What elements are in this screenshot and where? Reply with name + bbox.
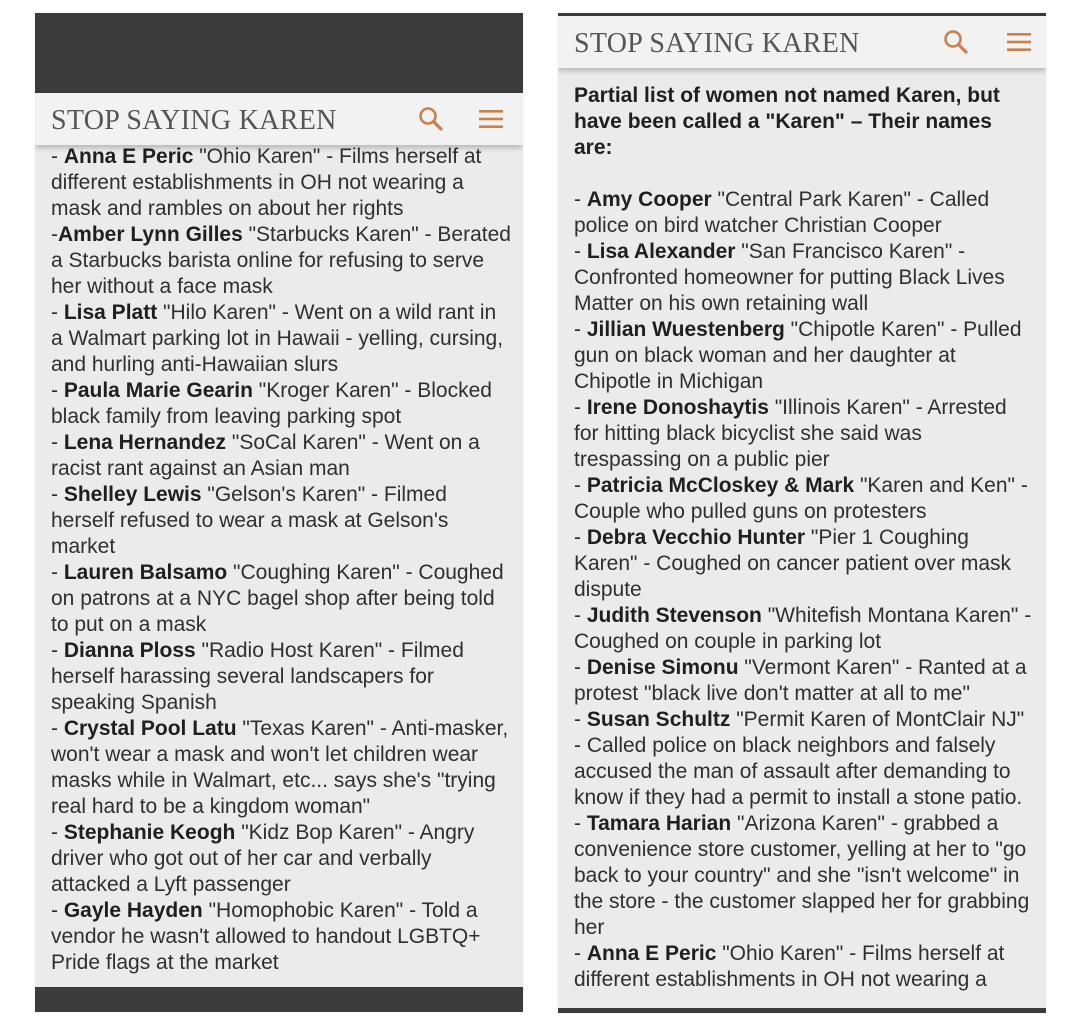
article-content bbox=[574, 83, 1034, 993]
list-item: - Lauren Balsamo "Coughing Karen" - Coughed on patrons at a NYC bagel shop after being told to put on a mask bbox=[51, 561, 504, 636]
navigation-bar-edge bbox=[558, 1008, 1046, 1013]
person-name: Lena Hernandez bbox=[63, 431, 227, 454]
person-name: Anna E Peric bbox=[586, 942, 717, 965]
list-item: -Amber Lynn Gilles "Starbucks Karen" - Berated a Starbucks barista online for refusing to serve her without a face mask bbox=[51, 223, 511, 298]
person-name: Tamara Harian bbox=[586, 812, 732, 835]
person-name: Denise Simonu bbox=[586, 656, 739, 679]
list-item: - Lena Hernandez "SoCal Karen" - Went on a racist rant against an Asian man bbox=[51, 431, 480, 480]
list-item: - Lisa Platt "Hilo Karen" - Went on a wild rant in a Walmart parking lot in Hawaii - yelling, cursing, and hurling anti-Hawaiian slurs bbox=[51, 301, 504, 376]
list-item: - Shelley Lewis "Gelson's Karen" - Filmed herself refused to wear a mask at Gelson's market bbox=[51, 483, 449, 558]
person-name: Crystal Pool Latu bbox=[63, 717, 237, 740]
search-button[interactable] bbox=[942, 28, 970, 56]
article-intro: Partial list of women not named Karen, but have been called a "Karen" – Their names are: bbox=[574, 84, 1000, 159]
list-item: - Lisa Alexander "San Francisco Karen" - Confronted homeowner for putting Black Lives Matter on his own retaining wall bbox=[574, 240, 1005, 315]
list-item: - Dianna Ploss "Radio Host Karen" - Filmed herself harassing several landscapers for speaking Spanish bbox=[51, 639, 464, 714]
left-screenshot-panel bbox=[35, 13, 523, 1012]
list-item: - Stephanie Keogh "Kidz Bop Karen" - Angry driver who got out of her car and verbally attacked a Lyft passenger bbox=[51, 821, 475, 896]
list-item: - Irene Donoshaytis "Illinois Karen" - Arrested for hitting black bicyclist she said was trespassing on a public pier bbox=[574, 396, 1007, 471]
person-name: Judith Stevenson bbox=[586, 604, 762, 627]
person-name: Dianna Ploss bbox=[63, 639, 196, 662]
list-item: - Tamara Harian "Arizona Karen" - grabbed a convenience store customer, yelling at her to "go back to your country" and she "isn't welcome" in the store - the customer slapped her for grabbing her bbox=[574, 812, 1030, 939]
list-item: - Susan Schultz "Permit Karen of MontClair NJ" - Called police on black neighbors and falsely accused the man of assault after demanding to know if they had a permit to install a stone patio. bbox=[574, 708, 1025, 809]
person-name: Amy Cooper bbox=[586, 188, 712, 211]
list-item: - Anna E Peric "Ohio Karen" - Films herself at different establishments in OH not wearing a bbox=[574, 942, 1005, 991]
person-name: Jillian Wuestenberg bbox=[586, 318, 785, 341]
person-name: Lisa Platt bbox=[63, 301, 158, 324]
site-title[interactable]: STOP SAYING KAREN bbox=[51, 105, 337, 136]
list-item: - Debra Vecchio Hunter "Pier 1 Coughing Karen" - Coughed on cancer patient over mask dispute bbox=[574, 526, 1012, 601]
search-icon bbox=[417, 105, 445, 133]
list-item: - Crystal Pool Latu "Texas Karen" - Anti-masker, won't wear a mask and won't let children wear masks while in Walmart, etc... says she's "trying real hard to be a kingdom woman" bbox=[51, 717, 509, 818]
person-name: Lauren Balsamo bbox=[63, 561, 228, 584]
site-header bbox=[558, 16, 1046, 68]
person-name: Amber Lynn Gilles bbox=[58, 223, 243, 246]
site-header bbox=[35, 93, 523, 145]
list-item: - Jillian Wuestenberg "Chipotle Karen" - Pulled gun on black woman and her daughter at Chipotle in Michigan bbox=[574, 318, 1022, 393]
person-name: Patricia McCloskey & Mark bbox=[586, 474, 855, 497]
menu-button[interactable] bbox=[478, 107, 504, 131]
person-name: Shelley Lewis bbox=[63, 483, 202, 506]
list-item: - Anna E Peric "Ohio Karen" - Films herself at different establishments in OH not wearing a mask and rambles on about her rights bbox=[51, 145, 482, 220]
person-name: Gayle Hayden bbox=[63, 899, 203, 922]
person-name: Irene Donoshaytis bbox=[586, 396, 769, 419]
person-name: Debra Vecchio Hunter bbox=[586, 526, 806, 549]
person-name: Lisa Alexander bbox=[586, 240, 736, 263]
list-item: - Paula Marie Gearin "Kroger Karen" - Blocked black family from leaving parking spot bbox=[51, 379, 492, 428]
person-name: Susan Schultz bbox=[586, 708, 731, 731]
list-item: - Gayle Hayden "Homophobic Karen" - Told a vendor he wasn't allowed to handout LGBTQ+ Pride flags at the market bbox=[51, 899, 481, 974]
search-icon bbox=[942, 28, 970, 56]
site-title[interactable]: STOP SAYING KAREN bbox=[574, 28, 860, 59]
list-item: - Patricia McCloskey & Mark "Karen and Ken" - Couple who pulled guns on protesters bbox=[574, 474, 1028, 523]
menu-button[interactable] bbox=[1006, 30, 1032, 54]
list-item: - Denise Simonu "Vermont Karen" - Ranted at a protest "black live don't matter at all to me" bbox=[574, 656, 1027, 705]
search-button[interactable] bbox=[417, 105, 445, 133]
status-bar-area bbox=[35, 13, 523, 93]
person-name: Stephanie Keogh bbox=[63, 821, 236, 844]
person-name: Paula Marie Gearin bbox=[63, 379, 253, 402]
hamburger-menu-icon bbox=[478, 107, 504, 131]
list-item: - Amy Cooper "Central Park Karen" - Called police on bird watcher Christian Cooper bbox=[574, 188, 990, 237]
hamburger-menu-icon bbox=[1006, 30, 1032, 54]
right-screenshot-panel bbox=[558, 13, 1046, 1013]
navigation-bar-area bbox=[35, 987, 523, 1012]
person-name: Anna E Peric bbox=[63, 145, 194, 168]
list-item: - Judith Stevenson "Whitefish Montana Karen" - Coughed on couple in parking lot bbox=[574, 604, 1032, 653]
article-content bbox=[51, 144, 511, 976]
